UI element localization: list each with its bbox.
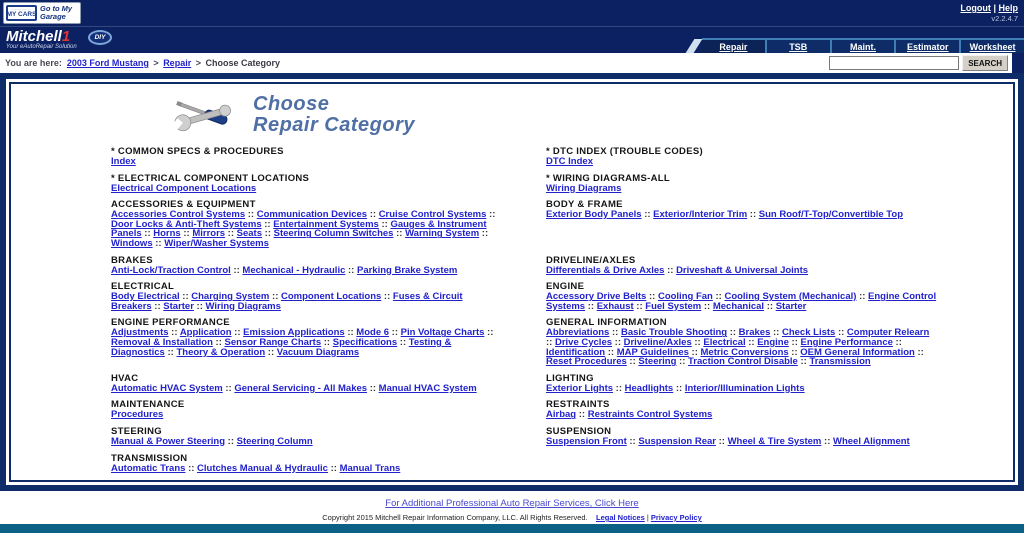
link-separator: :: [168,327,180,339]
link-separator: :: [193,300,206,312]
category-links [546,157,938,167]
content-frame [0,73,1024,491]
category-heading: LIGHTING [546,372,594,384]
plate-header-text: ---------- [11,7,32,11]
link-separator: :: [262,228,274,240]
link-separator: :: [605,346,617,358]
category-heading: ELECTRICAL [111,281,175,293]
breadcrumb [5,58,280,68]
link-separator: :: [788,336,801,348]
link-separator: :: [378,218,391,230]
category-links [111,184,503,194]
category-link[interactable]: Identification [546,346,606,358]
link-separator: :: [585,300,597,312]
category-link[interactable]: Airbag [546,409,577,421]
link-separator: :: [321,336,333,348]
breadcrumb-separator2: > [195,58,201,68]
breadcrumb-vehicle-link[interactable]: 2003 Ford Mustang [66,58,149,68]
category-link[interactable]: Communication Devices [256,209,368,221]
category-heading: ACCESSORIES & EQUIPMENT [111,199,256,211]
category-links [111,328,503,357]
category-row [111,174,1005,201]
category-row [111,282,1005,318]
category-link[interactable]: Sun Roof/T-Top/Convertible Top [758,209,904,221]
category-links [546,437,938,447]
tab-tsb[interactable]: TSB [765,40,830,53]
link-separator: :: [691,336,704,348]
category-links [111,292,503,311]
category-link[interactable]: Manual & Power Steering [111,435,226,447]
link-separator: :: [486,209,496,221]
link-separator: :: [269,291,281,303]
category-link[interactable]: Exhaust [596,300,634,312]
link-separator: :: [646,291,658,303]
category-link[interactable]: Manual Trans [339,462,401,474]
category-link[interactable]: Driveshaft & Universal Joints [676,264,809,276]
category-link[interactable]: Removal & Installation [111,336,213,348]
link-separator: :: [222,382,235,394]
category-link[interactable]: Emission Applications [243,327,345,339]
logout-link[interactable]: Logout [960,3,991,13]
link-separator: :: [770,327,782,339]
link-separator: :: [345,264,357,276]
category-link[interactable]: Vacuum Diagrams [276,346,360,358]
link-separator: :: [821,435,833,447]
category-link[interactable]: DTC Index [546,156,593,167]
link-separator: :: [327,462,340,474]
category-row [111,427,1005,454]
category-link[interactable]: Computer Relearn [846,327,930,339]
category-links [111,210,503,248]
category-link[interactable]: Exterior Body Panels [546,209,642,221]
category-cell-right [546,174,938,194]
link-separator: :: [788,346,801,358]
brand-one: 1 [61,28,71,45]
category-link[interactable]: Component Locations [281,291,382,303]
category-link[interactable]: Accessories Control Systems [111,209,246,221]
category-link[interactable]: Steering Column Switches [273,228,394,240]
breadcrumb-separator: > [153,58,159,68]
category-link[interactable]: Exterior/Interior Trim [653,209,748,221]
category-link[interactable]: Transmission [809,356,871,368]
category-links [111,157,503,167]
category-link[interactable]: Specifications [332,336,398,348]
top-right-links [960,3,1018,23]
link-separator: :: [892,336,902,348]
category-heading: SUSPENSION [546,425,612,437]
category-cell-right [546,200,938,248]
link-separator: :: [613,382,625,394]
search-button[interactable]: SEARCH [962,55,1008,71]
link-separator: :: [479,228,489,240]
category-link[interactable]: Reset Procedures [546,356,627,368]
category-link[interactable]: Mechanical [712,300,765,312]
link-separator: :: [245,209,257,221]
category-links [111,384,503,394]
copyright-text: Copyright 2015 Mitchell Repair Information Company, LLC. All Rights Reserved. [322,513,588,522]
category-link[interactable]: Metric Conversions [700,346,789,358]
category-heading: BODY & FRAME [546,199,623,211]
category-heading: DRIVELINE/AXLES [546,254,636,266]
category-cell-right [546,374,938,394]
link-separator: :: [367,382,379,394]
link-separator: :: [609,327,621,339]
category-heading: * COMMON SPECS & PROCEDURES [111,146,284,157]
link-separator: :: [381,291,393,303]
category-link[interactable]: Starter [163,300,194,312]
category-link[interactable]: OEM General Information [800,346,915,358]
category-cell-left [111,400,503,420]
link-separator: :: [212,336,225,348]
category-link[interactable]: Procedures [111,409,164,421]
category-link[interactable]: General Servicing - All Makes [234,382,368,394]
category-cell-left [111,174,503,194]
link-separator: :: [180,228,193,240]
category-link[interactable]: Suspension Front [546,435,627,447]
category-link[interactable]: Manual HVAC System [378,382,477,394]
my-cars-plate-icon [6,5,37,21]
tab-maint[interactable]: Maint. [830,40,895,53]
category-links [546,410,938,420]
category-link[interactable]: Basic Trouble Shooting [620,327,728,339]
top-links-divider: | [993,3,996,13]
link-separator: :: [230,264,243,276]
category-cell-left [111,427,503,447]
search-input[interactable] [829,56,959,70]
category-cell-left [111,454,503,474]
category-heading: ENGINE [546,281,585,293]
link-separator: :: [626,356,639,368]
category-row [111,454,1005,481]
category-cell-right [546,454,938,474]
category-links [546,292,938,311]
category-link[interactable]: Anti-Lock/Traction Control [111,264,231,276]
category-links [111,464,503,474]
category-link[interactable]: Steering Column [236,435,313,447]
mitchell1-logo [6,30,77,51]
link-separator: :: [179,291,192,303]
footer [0,491,1024,524]
category-link[interactable]: MAP Guidelines [616,346,689,358]
category-heading: BRAKES [111,254,153,266]
link-separator: :: [397,336,409,348]
category-link[interactable]: Interior/Illumination Lights [684,382,805,394]
link-separator: :: [764,300,776,312]
category-link[interactable]: Suspension Rear [638,435,716,447]
category-link[interactable]: Cruise Control Systems [378,209,487,221]
category-link[interactable]: Mode 6 [356,327,390,339]
category-link[interactable]: Drive Cycles [554,336,613,348]
category-cell-right [546,282,938,311]
category-links [111,437,503,447]
category-cell-left [111,200,503,248]
category-row [111,147,1005,174]
right-edge-decoration [1012,53,1024,73]
link-separator: :: [715,435,728,447]
category-links [111,410,503,420]
page-title: Choose Repair Category [253,93,415,136]
diy-badge: DIY [88,30,112,45]
link-separator: :: [745,336,758,348]
footer-divider: | [646,513,649,522]
link-separator: :: [914,346,924,358]
bottom-bar [0,524,1024,533]
category-heading: ENGINE PERFORMANCE [111,317,230,329]
brand-tagline: Your eAutoRepair Solution [6,44,77,50]
category-heading: * WIRING DIAGRAMS-ALL [546,172,670,184]
tab-slash-divider [686,39,703,53]
category-heading: MAINTENANCE [111,399,185,411]
category-link[interactable]: Charging System [191,291,270,303]
category-link[interactable]: Testing & Diagnostics [111,336,452,358]
category-link[interactable]: Engine [757,336,789,348]
category-link[interactable]: Electrical [703,336,746,348]
category-link[interactable]: Wiring Diagrams [205,300,281,312]
category-link[interactable]: Theory & Operation [176,346,266,358]
link-separator: :: [261,218,274,230]
link-separator: :: [344,327,357,339]
category-row [111,200,1005,255]
category-link[interactable]: Clutches Manual & Hydraulic [197,462,328,474]
link-separator: :: [797,356,810,368]
category-link[interactable]: Seats [236,228,263,240]
link-separator: :: [546,336,555,348]
category-link[interactable]: Mechanical - Hydraulic [242,264,346,276]
link-separator: :: [576,409,588,421]
category-row [111,374,1005,401]
category-link[interactable]: Wiring Diagrams [546,182,622,194]
link-separator: :: [151,300,164,312]
category-link[interactable]: Door Locks & Anti-Theft Systems [111,218,262,230]
brand-name: Mitchell [6,28,62,45]
crossed-tools-icon [173,93,237,137]
category-link[interactable]: Automatic HVAC System [111,382,223,394]
category-link[interactable]: Steering [638,356,677,368]
page-header [173,93,1013,137]
category-heading: TRANSMISSION [111,452,188,464]
breadcrumb-current: Choose Category [205,58,281,68]
link-separator: :: [164,346,177,358]
category-link[interactable]: Adjustments [111,327,169,339]
category-link[interactable]: Electrical Component Locations [111,182,257,194]
category-link[interactable]: Cooling System (Mechanical) [724,291,857,303]
link-separator: :: [152,237,165,249]
category-link[interactable]: Abbreviations [546,327,610,339]
link-separator: :: [701,300,713,312]
category-cell-right [546,147,938,167]
header-bar [0,26,1024,53]
category-links [546,184,938,194]
category-link[interactable]: Body Electrical [111,291,180,303]
search-area [829,55,1008,71]
category-cell-right [546,427,938,447]
category-link[interactable]: Warning System [405,228,480,240]
category-link[interactable]: Application [179,327,232,339]
category-link[interactable]: Starter [775,300,807,312]
link-separator: :: [367,209,379,221]
link-separator: :: [664,264,677,276]
link-separator: :: [856,291,869,303]
category-cell-right [546,256,938,276]
link-separator: :: [676,356,689,368]
link-separator: :: [688,346,701,358]
plate-label: MY CARS [6,11,37,18]
category-heading: GENERAL INFORMATION [546,317,667,329]
category-row [111,318,1005,373]
category-link[interactable]: Fuses & Circuit Breakers [111,291,463,312]
category-link[interactable]: Wiper/Washer Systems [164,237,269,249]
category-link[interactable]: Index [111,156,136,167]
category-link[interactable]: Driveline/Axles [623,336,692,348]
category-cell-right [546,318,938,366]
category-links [546,266,938,276]
content-area [9,82,1015,482]
top-bar [0,0,1024,26]
link-separator: :: [727,327,739,339]
category-links [546,328,938,366]
category-cell-right [546,400,938,420]
link-separator: :: [484,327,494,339]
category-link[interactable]: Automatic Trans [111,462,186,474]
category-link[interactable]: Pin Voltage Charts [400,327,485,339]
go-to-my-garage-button[interactable] [3,2,81,24]
category-link[interactable]: Differentials & Drive Axles [546,264,665,276]
help-link[interactable]: Help [998,3,1018,13]
category-link[interactable]: Cooling Fan [657,291,713,303]
garage-button-label: Go to My Garage [40,4,73,21]
category-heading: STEERING [111,425,162,437]
link-separator: :: [393,228,406,240]
link-separator: :: [633,300,646,312]
breadcrumb-repair-link[interactable]: Repair [163,58,192,68]
category-links [546,210,938,220]
category-heading: * ELECTRICAL COMPONENT LOCATIONS [111,172,310,184]
category-link[interactable]: Windows [111,237,153,249]
category-link[interactable]: Engine Performance [800,336,893,348]
category-links [546,384,938,394]
category-link[interactable]: Parking Brake System [356,264,458,276]
link-separator: :: [185,462,198,474]
link-separator: :: [712,291,725,303]
category-cell-left [111,147,503,167]
category-cell-left [111,282,503,311]
link-separator: :: [673,382,685,394]
category-link[interactable]: Horns [153,228,181,240]
category-cell-left [111,256,503,276]
category-link[interactable]: Mirrors [192,228,226,240]
link-separator: :: [641,209,654,221]
link-separator: :: [231,327,244,339]
tab-estimator[interactable]: Estimator [894,40,959,53]
category-link[interactable]: Restraints Control Systems [587,409,713,421]
breadcrumb-strip [0,53,1024,73]
breadcrumb-prefix: You are here: [5,58,62,68]
category-link[interactable]: Check Lists [781,327,836,339]
category-link[interactable]: Wheel & Tire System [727,435,822,447]
category-links [111,266,503,276]
tab-worksheet[interactable]: Worksheet [959,40,1024,53]
privacy-policy-link[interactable]: Privacy Policy [650,513,702,522]
legal-notices-link[interactable]: Legal Notices [595,513,645,522]
category-link[interactable]: Accessory Drive Belts [546,291,647,303]
category-link[interactable]: Headlights [624,382,674,394]
link-separator: :: [225,435,237,447]
tab-strip [690,38,1024,53]
link-separator: :: [626,435,639,447]
version-label: v2.2.4.7 [991,14,1018,23]
link-separator: :: [835,327,847,339]
category-link[interactable]: Wheel Alignment [833,435,910,447]
category-link[interactable]: Exterior Lights [546,382,614,394]
category-link[interactable]: Brakes [738,327,771,339]
category-heading: HVAC [111,372,139,384]
category-row [111,256,1005,283]
category-grid [111,147,1005,480]
category-link[interactable]: Sensor Range Charts [224,336,322,348]
link-separator: :: [265,346,277,358]
tab-repair[interactable]: Repair [702,40,765,53]
link-separator: :: [612,336,624,348]
link-separator: :: [389,327,401,339]
category-link[interactable]: Gauges & Instrument Panels [111,218,487,240]
category-link[interactable]: Entertainment Systems [273,218,379,230]
category-row [111,400,1005,427]
link-separator: :: [225,228,237,240]
link-separator: :: [747,209,759,221]
category-cell-left [111,318,503,366]
category-link[interactable]: Engine Control Systems [546,291,937,312]
category-cell-left [111,374,503,394]
copyright-line [0,513,1024,522]
professional-services-link[interactable]: For Additional Professional Auto Repair Services, Click Here [385,498,639,509]
category-link[interactable]: Fuel System [645,300,702,312]
category-link[interactable]: Traction Control Disable [688,356,798,368]
link-separator: :: [141,228,154,240]
category-heading: * DTC INDEX (TROUBLE CODES) [546,146,703,157]
category-heading: RESTRAINTS [546,399,610,411]
